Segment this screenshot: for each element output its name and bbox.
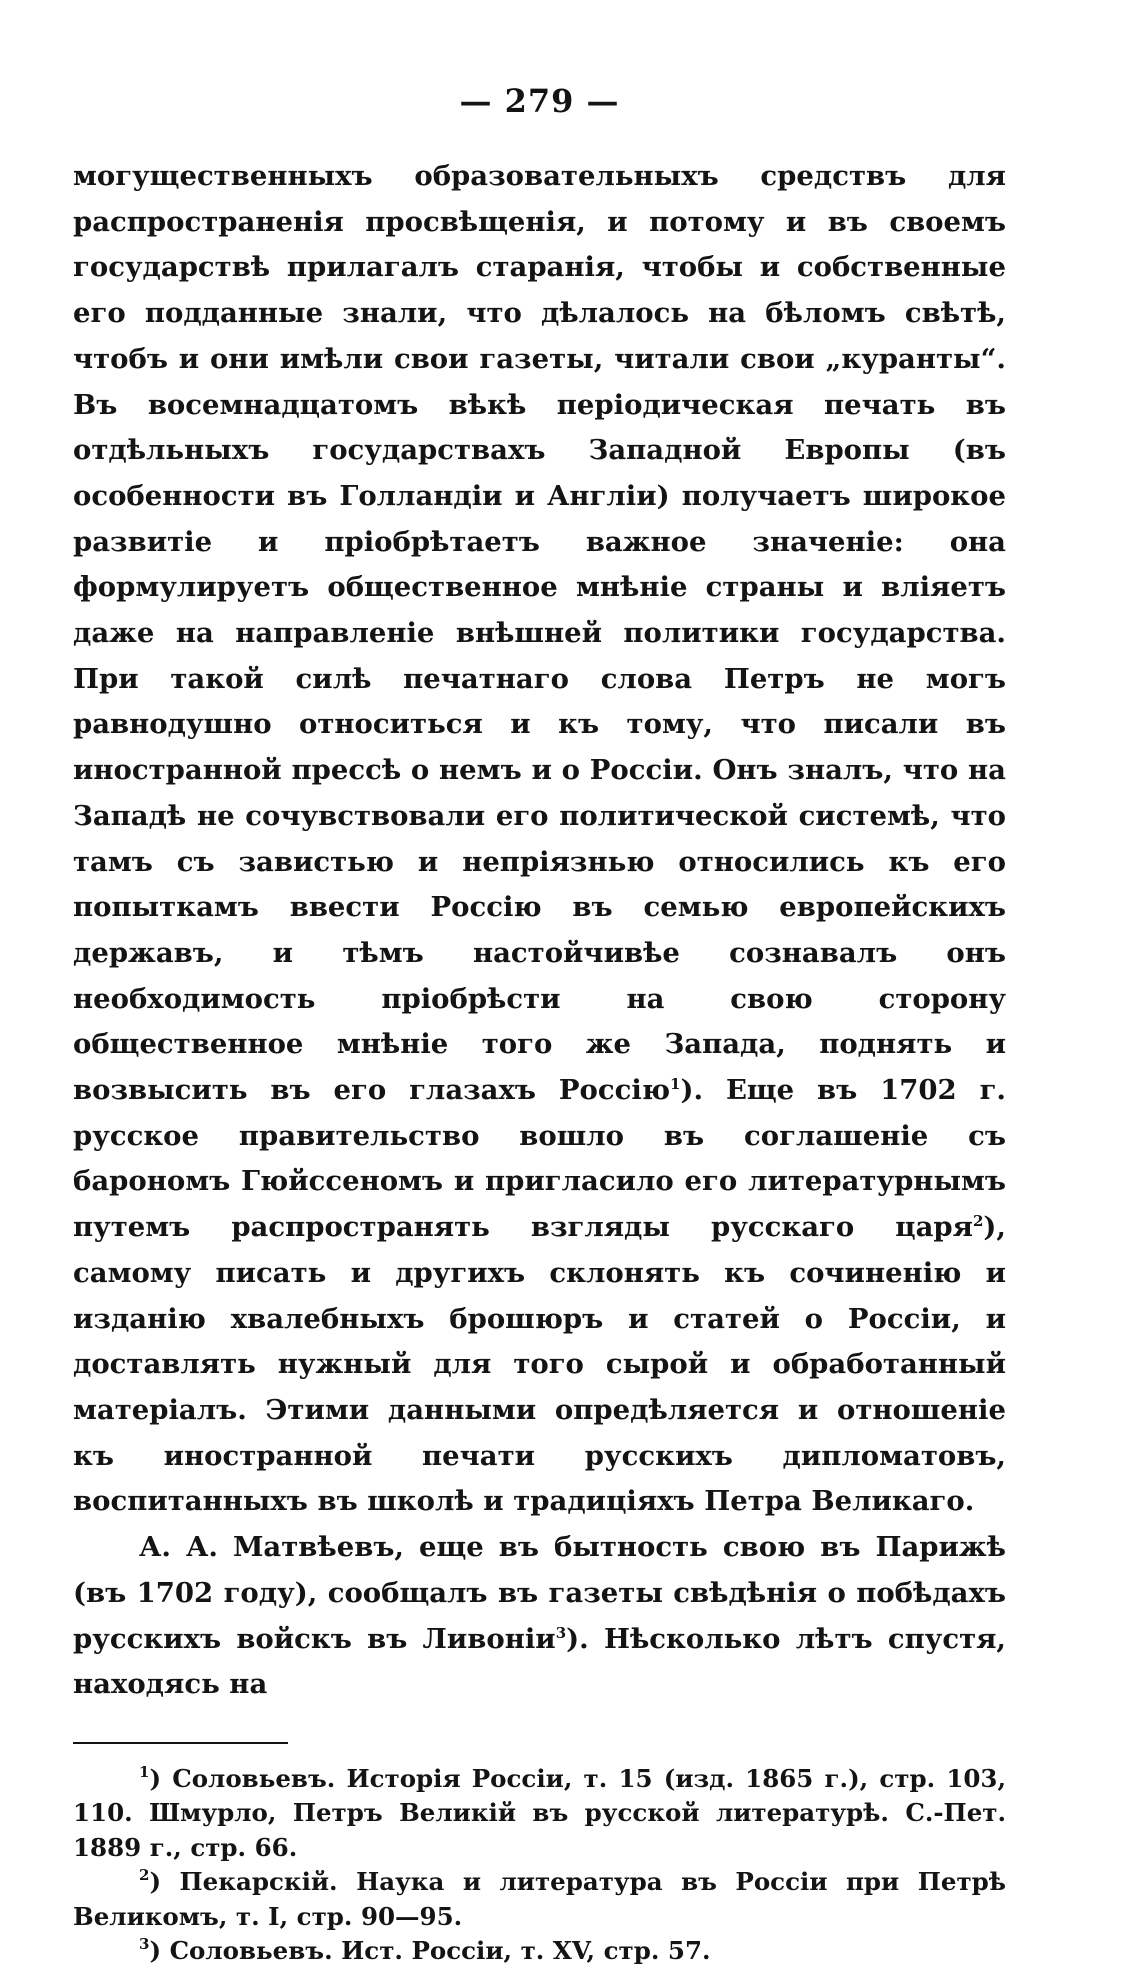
footnotes [73,1762,1006,1969]
paragraph-2 [73,1525,1006,1708]
footnote-ref-3: 3 [555,1623,567,1642]
main-text [73,154,1006,1708]
paragraph-1: могущественныхъ образовательныхъ средствъ для распространенія просвѣщенія, и потому и въ своемъ государствѣ прилагалъ старанія, чтобы и собственные его подданные знали, что дѣлалось на бѣломъ свѣтѣ, чтобъ и они имѣли свои газеты, читали свои „куранты“. Въ восемнадцатомъ вѣкѣ періодическая печать въ отдѣльныхъ государствахъ Западной Европы (въ особенности въ Голландіи и Англіи) получаетъ широкое развитіе и пріобрѣтаетъ важное значеніе: она формулируетъ общественное мнѣніе страны и вліяетъ даже на направленіе внѣшней политики государства. При такой силѣ печатнаго слова Петръ не могъ равнодушно относиться и къ тому, что писали въ иностранной прессѣ о немъ и о Россіи. Онъ зналъ, что на Западѣ не сочувствовали его политической системѣ, что тамъ съ завистью и непріязнью относились къ его попыткамъ ввести Россію въ семью европейскихъ державъ, и тѣмъ настойчивѣе сознавалъ онъ необходимость пріобрѣсти на свою сторону общественное мнѣніе того же Запада, поднять и возвысить въ его глазахъ Россію$^1$). Еще въ 1702 г. русское правительство вошло въ соглашеніе съ барономъ Гюйссеномъ и пригласило его литературнымъ путемъ распространять взгляды русскаго царя$^2$), самому писать и другихъ склонять къ сочиненію и изданію хвалебныхъ брошюръ и статей о Россіи, и доставлять нужный для того сырой и обработанный матеріалъ. Этими данными опредѣляется и отношеніе къ иностранной печати русскихъ дипломатовъ, воспитанныхъ въ школѣ и традиціяхъ Петра Великаго. [73,160,1006,1518]
text-segment: могущественныхъ образовательныхъ средствъ для распространенія просвѣщенія, и потому и въ своемъ государствѣ прилагалъ старанія, чтобы и собственные его подданные знали, что дѣлалось на бѣломъ свѣтѣ, чтобъ и они имѣли свои газеты, читали свои „куранты“. Въ восемнадцатомъ вѣкѣ періодическая печать въ отдѣльныхъ государствахъ Западной Европы (въ особенности въ Голландіи и Англіи) получаетъ широкое развитіе и пріобрѣтаетъ важное значеніе: она формулируетъ общественное мнѣніе страны и вліяетъ даже на направленіе внѣшней политики государства. При такой силѣ печатнаго слова Петръ не могъ равнодушно относиться и къ тому, что писали въ иностранной прессѣ о немъ и о Россіи. Онъ зналъ, что на Западѣ не сочувствовали его политической системѣ, что тамъ съ завистью и непріязнью относились къ его попыткамъ ввести Россію въ семью европейскихъ державъ, и тѣмъ настойчивѣе сознавалъ онъ необходимость пріобрѣсти на свою сторону общественное мнѣніе того же Запада, поднять и возвысить въ его глазахъ Россію [73,160,1006,1107]
footnote-marker: 2 [139,1866,150,1885]
footnote-1: $^1$) Соловьевъ. Исторія Россіи, т. 15 (изд. 1865 г.), стр. 103, 110. Шмурло, Петръ Великій въ русской литературѣ. С.-Пет. 1889 г., стр. 66. [73,1762,1006,1862]
footnote-2: $^2$) Пекарскій. Наука и литература въ Россіи при Петрѣ Великомъ, т. I, стр. 90—95. [73,1866,1006,1931]
page-number: — 279 — [459,82,620,120]
footnote-marker: 1 [139,1762,150,1781]
footnote-text: Соловьевъ. Ист. Россіи, т. XV, стр. 57. [169,1936,711,1966]
footnote-ref-2: 2 [972,1212,984,1231]
text-segment: . Еще въ 1702 г. русское правительство вошло въ соглашеніе съ барономъ Гюйссеномъ и пригласило его литературнымъ путемъ распространять взгляды русскаго царя [73,1074,1006,1244]
footnote-ref-1: 1 [670,1075,681,1094]
footnote-text: Пекарскій. Наука и литература въ Россіи при Петрѣ Великомъ, т. I, стр. 90—95. [73,1867,1006,1931]
footnote-text: Соловьевъ. Исторія Россіи, т. 15 (изд. 1865 г.), стр. 103, 110. Шмурло, Петръ Великій въ русской литературѣ. С.-Пет. 1889 г., стр. 66. [73,1763,1006,1862]
footnote-marker: 3 [139,1935,150,1954]
text-segment: А. А. Матвѣевъ, еще въ бытность свою въ Парижѣ (въ 1702 году), сообщалъ въ газеты свѣдѣнія о побѣдахъ русскихъ войскъ въ Ливоніи [73,1531,1006,1655]
text-segment: , самому писать и другихъ склонять къ сочиненію и изданію хвалебныхъ брошюръ и статей о Россіи, и доставлять нужный для того сырой и обработанный матеріалъ. Этими данными опредѣляется и отношеніе къ иностранной печати русскихъ дипломатовъ, воспитанныхъ въ школѣ и традиціяхъ Петра Великаго. [73,1211,1006,1518]
text-segment: ). Нѣсколько лѣтъ спустя, находясь на [73,1622,1006,1701]
footnote-divider [73,1742,288,1744]
footnote-3: $^3$) Соловьевъ. Ист. Россіи, т. XV, стр. 57. [139,1935,711,1966]
